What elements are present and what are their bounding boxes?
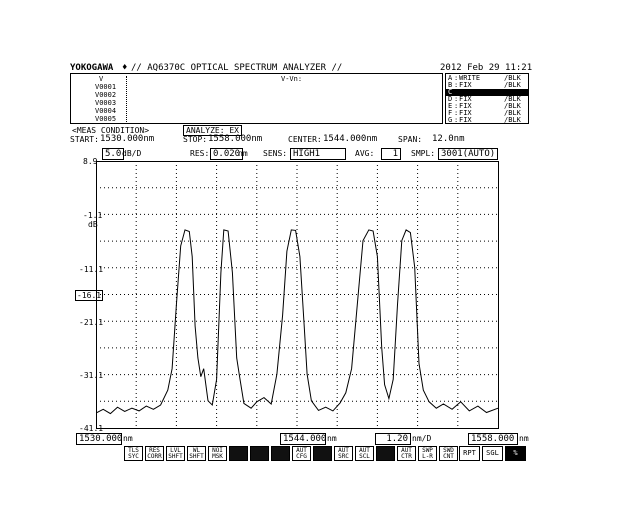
softkey-3[interactable]: LVL SHFT bbox=[166, 446, 185, 461]
stop-wl-unit: nm bbox=[519, 434, 529, 443]
marker-4: V0004 bbox=[95, 107, 117, 115]
softkey-15[interactable]: SWP L-R bbox=[418, 446, 437, 461]
marker-3: V0003 bbox=[95, 99, 117, 107]
marker-ref-label: V bbox=[99, 75, 104, 83]
brand-logo: YOKOGAWA bbox=[70, 63, 114, 73]
span-value: 12.0nm bbox=[432, 134, 465, 144]
stop-label: STOP: bbox=[183, 135, 208, 144]
res-label: RES: bbox=[190, 149, 210, 158]
softkey-6[interactable] bbox=[229, 446, 248, 461]
marker-divider bbox=[126, 76, 127, 122]
avg-label: AVG: bbox=[355, 149, 375, 158]
y-tick-label: -41.1 bbox=[79, 424, 104, 433]
start-value: 1530.000nm bbox=[100, 134, 155, 144]
smpl-label: SMPL: bbox=[411, 149, 436, 158]
trace-g-id: G bbox=[448, 116, 453, 124]
y-tick-label: -11.1 bbox=[79, 265, 104, 274]
softkey-7[interactable] bbox=[250, 446, 269, 461]
y-tick-label: 8.9 bbox=[83, 157, 98, 166]
trace-b-mode: FIX bbox=[459, 81, 472, 89]
softkey-9[interactable]: AUT CFG bbox=[292, 446, 311, 461]
delta-marker-label: V-Vn: bbox=[281, 75, 303, 83]
softkey-11[interactable]: AUT SRC bbox=[334, 446, 353, 461]
center-wl-unit: nm bbox=[327, 434, 337, 443]
center-label: CENTER: bbox=[288, 135, 322, 144]
start-label: START: bbox=[70, 135, 99, 144]
trace-a-status: /BLK bbox=[504, 74, 521, 82]
trace-panel bbox=[445, 73, 529, 124]
ref-level-marker[interactable]: -16.1 bbox=[77, 291, 102, 300]
trace-g-row[interactable]: G : FIX /BLK bbox=[448, 116, 521, 124]
start-wl-readout[interactable]: 1530.000 bbox=[76, 433, 122, 445]
analyze-badge: ANALYZE: EX bbox=[183, 125, 242, 136]
y-unit-label: dB bbox=[88, 220, 98, 229]
spectrum-plot bbox=[96, 161, 499, 430]
trace-f-id: F bbox=[448, 109, 453, 117]
softkey-8[interactable] bbox=[271, 446, 290, 461]
repeat-sweep-button[interactable]: RPT bbox=[459, 446, 480, 461]
marker-1: V0001 bbox=[95, 83, 117, 91]
trace-d-id: D bbox=[448, 95, 453, 103]
trace-a-mode: WRITE bbox=[459, 74, 481, 82]
plot-grid bbox=[96, 161, 498, 428]
trace-c-id: C bbox=[448, 88, 453, 96]
softkey-12[interactable]: AUT SCL bbox=[355, 446, 374, 461]
wl-div-unit: nm/D bbox=[412, 434, 432, 443]
marker-2: V0002 bbox=[95, 91, 117, 99]
y-tick-label: -31.1 bbox=[79, 371, 104, 380]
trace-f-row[interactable]: F : FIX /BLK bbox=[448, 109, 521, 117]
brand-diamond-icon: ♦ bbox=[122, 63, 128, 73]
trace-b-row[interactable]: B : FIX /BLK bbox=[448, 81, 521, 89]
stop-value: 1558.000nm bbox=[208, 134, 263, 144]
softkey-4[interactable]: WL SHFT bbox=[187, 446, 206, 461]
stop-wl-readout[interactable]: 1558.000 bbox=[468, 433, 518, 445]
softkey-2[interactable]: RES CORR bbox=[145, 446, 164, 461]
scale-value[interactable]: 5.0 bbox=[102, 148, 124, 160]
softkey-13[interactable] bbox=[376, 446, 395, 461]
trace-a-id: A bbox=[448, 74, 453, 82]
span-label: SPAN: bbox=[398, 135, 423, 144]
trace-e-row[interactable]: E : FIX /BLK bbox=[448, 102, 521, 110]
trace-d-row[interactable]: D : FIX /BLK bbox=[448, 95, 521, 103]
trace-f-mode: FIX bbox=[459, 109, 472, 117]
date-time: 2012 Feb 29 11:21 bbox=[440, 63, 533, 73]
trace-f-status: /BLK bbox=[504, 109, 521, 117]
single-sweep-button[interactable]: SGL bbox=[482, 446, 503, 461]
start-wl-unit: nm bbox=[123, 434, 133, 443]
trace-d-mode: FIX bbox=[459, 95, 472, 103]
sens-label: SENS: bbox=[263, 149, 288, 158]
center-wl-readout[interactable]: 1544.000 bbox=[280, 433, 326, 445]
trace-e-status: /BLK bbox=[504, 102, 521, 110]
stop-sweep-button[interactable]: % bbox=[505, 446, 526, 461]
softkey-5[interactable]: NOI MSK bbox=[208, 446, 227, 461]
y-tick-label: -1.1 bbox=[83, 211, 103, 220]
res-value[interactable]: 0.020 bbox=[210, 148, 243, 160]
y-tick-label: -21.1 bbox=[79, 318, 104, 327]
wl-div-readout[interactable]: 1.20 bbox=[375, 433, 411, 445]
smpl-value[interactable]: 3001(AUTO) bbox=[438, 148, 498, 160]
marker-5: V0005 bbox=[95, 115, 117, 123]
scale-unit: dB/D bbox=[122, 149, 142, 158]
res-unit: nm bbox=[238, 149, 248, 158]
softkey-14[interactable]: AUT CTR bbox=[397, 446, 416, 461]
trace-e-mode: FIX bbox=[459, 102, 472, 110]
avg-value[interactable]: 1 bbox=[381, 148, 401, 160]
softkey-10[interactable] bbox=[313, 446, 332, 461]
marker-panel bbox=[70, 73, 443, 124]
meas-condition-title: <MEAS CONDITION> bbox=[72, 126, 150, 135]
softkey-1[interactable]: TLS SYC bbox=[124, 446, 143, 461]
sens-value[interactable]: HIGH1 bbox=[290, 148, 346, 160]
trace-e-id: E bbox=[448, 102, 453, 110]
trace-a-row[interactable]: A : WRITE /BLK bbox=[448, 74, 521, 82]
instrument-title: // AQ6370C OPTICAL SPECTRUM ANALYZER // bbox=[131, 63, 343, 73]
center-value: 1544.000nm bbox=[323, 134, 378, 144]
trace-d-status: /BLK bbox=[504, 95, 521, 103]
trace-g-status: /BLK bbox=[504, 116, 521, 124]
trace-b-id: B bbox=[448, 81, 453, 89]
trace-b-status: /BLK bbox=[504, 81, 521, 89]
softkey-16[interactable]: SWD CNT bbox=[439, 446, 458, 461]
trace-g-mode: FIX bbox=[459, 116, 472, 124]
